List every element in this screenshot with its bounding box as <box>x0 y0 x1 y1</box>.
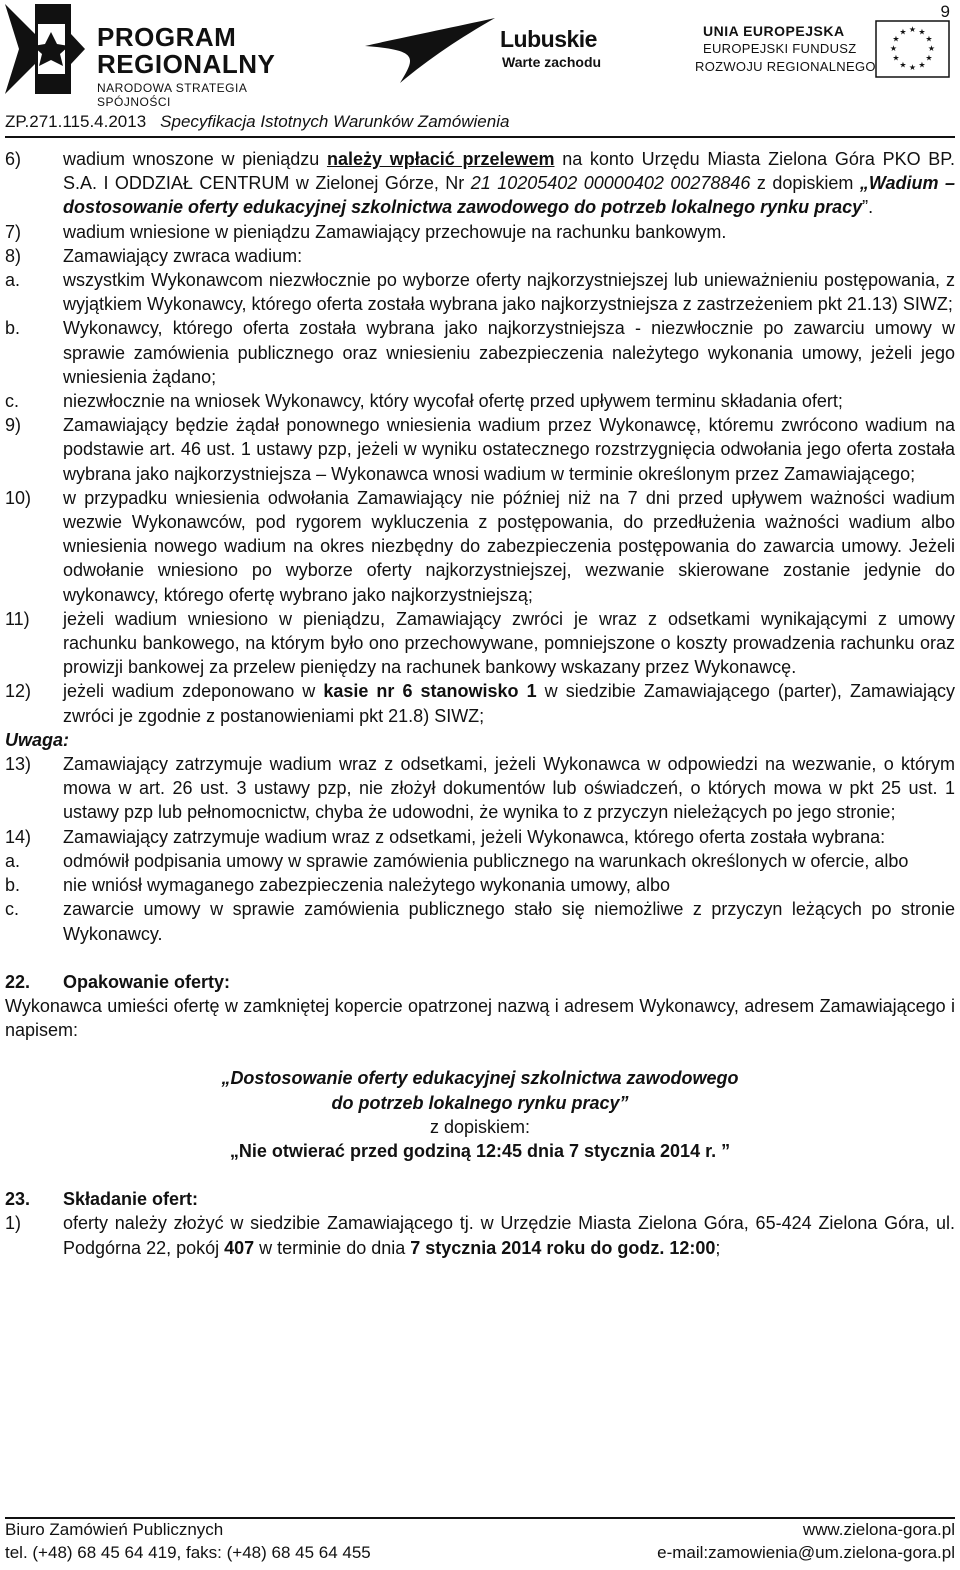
item-11: 11) jeżeli wadium wniesiono w pieniądzu, Zamawiający zwróci je wraz z odsetkami wynikającymi z umowy rachunku bankowego, na którym było ono przechowywane, pomniejszone o koszty prowadzenia rachunku oraz prowizji bankowej za przelew pieniędzy na rachunek bankowy wskazany przez Wykonawcę. <box>5 608 955 678</box>
item-8b: b. Wykonawcy, którego oferta została wybrana jako najkorzystniejsza - niezwłocznie po zawarciu umowy w sprawie zamówienia publicznego oraz wniesieniu zabezpieczenia należytego wykonania umowy, jeżeli jego wniesienia żądano; <box>5 318 955 387</box>
svg-text:★: ★ <box>908 63 917 72</box>
item-9: 9) Zamawiający będzie żądał ponownego wniesienia wadium przez Wykonawcę, któremu zwrócono wadium na podstawie art. 46 ust. 1 ustawy pzp, jeżeli w wyniku ostatecznego rozstrzygnięcia odwołania jego oferta została wybrana jako najkorzystniejsza – Wykonawca wnosi wadium w terminie określonym przez Zamawiającego; <box>5 415 955 484</box>
item-14: 14) Zamawiający zatrzymuje wadium wraz z odsetkami, jeżeli Wykonawca, którego oferta została wybrana: <box>5 826 886 847</box>
header-rule <box>5 136 955 138</box>
lubuskie-logo <box>360 8 610 88</box>
page-number: 9 <box>940 2 950 21</box>
svg-text:★: ★ <box>908 25 917 34</box>
section-22-heading: 22. Opakowanie oferty: <box>5 971 231 992</box>
svg-text:★: ★ <box>899 60 907 70</box>
document-reference <box>5 112 509 132</box>
svg-text:★: ★ <box>899 27 907 37</box>
item-8: 8) Zamawiający zwraca wadium: <box>5 245 303 266</box>
svg-text:★: ★ <box>918 27 926 37</box>
envelope-label-line4: „Nie otwierać przed godziną 12:45 dnia 7 stycznia 2014 r. ” <box>229 1140 731 1161</box>
svg-text:★: ★ <box>925 53 933 63</box>
footer-office: Biuro Zamówień Publicznych <box>5 1520 224 1539</box>
footer-website[interactable]: www.zielona-gora.pl <box>802 1520 955 1539</box>
lubuskie-name: Lubuskie <box>500 26 597 52</box>
section-23-heading: 23. Składanie ofert: <box>5 1189 199 1210</box>
program-title-line2: REGIONALNY <box>97 49 276 79</box>
eu-line2: EUROPEJSKI FUNDUSZ <box>703 41 857 56</box>
item-8c: c. niezwłocznie na wniosek Wykonawcy, który wycofał ofertę przed upływem terminu składania ofert; <box>5 391 843 412</box>
item-13: 13) Zamawiający zatrzymuje wadium wraz z odsetkami, jeżeli Wykonawca w odpowiedzi na wezwanie, o którym mowa w art. 26 ust. 3 ustawy pzp, nie złożył dokumentów lub oświadczeń, o których mowa w pkt 25 ust. 1 ustawy pzp lub pełnomocnictw, chyba że udowodni, że wynika to z przyczyn nieleżących po jego stronie; <box>5 754 955 823</box>
reference-number: ZP.271.115.4.2013 <box>5 112 147 131</box>
document-body <box>5 147 955 1260</box>
item-14b: b. nie wniósł wymaganego zabezpieczenia należytego wykonania umowy, albo <box>5 875 671 896</box>
eu-logo <box>695 20 960 80</box>
lubuskie-tagline: Warte zachodu <box>502 54 602 70</box>
eu-flag-icon <box>875 20 950 78</box>
program-title-line1: PROGRAM <box>97 22 237 52</box>
footer <box>5 1518 955 1564</box>
program-subtitle: NARODOWA STRATEGIA SPÓJNOŚCI <box>97 81 247 109</box>
note-label: Uwaga: <box>5 729 70 750</box>
eu-line1: UNIA EUROPEJSKA <box>703 23 845 39</box>
envelope-label-line2: do potrzeb lokalnego rynku pracy” <box>331 1092 629 1113</box>
header-logos <box>0 0 960 109</box>
star-logo-icon <box>5 4 85 94</box>
item-6: 6) wadium wnoszone w pieniądzu należy wpłacić przelewem na konto Urzędu Miasta Zielona Góra PKO BP. S.A. I ODDZIAŁ CENTRUM w Zielonej Górze, Nr 21 10205402 00000402 00278846 z dopiskiem „Wadium – dostosowanie oferty edukacyjnej szkolnictwa zawodowego do potrzeb lokalnego rynku pracy”. <box>5 149 955 218</box>
footer-email[interactable]: e-mail:zamowienia@um.zielona-gora.pl <box>657 1543 955 1562</box>
program-regionalny-logo <box>5 4 310 109</box>
item-10: 10) w przypadku wniesienia odwołania Zamawiający nie później niż na 7 dni przed upływem ważności wadium wezwie Wykonawców, pod rygorem wykluczenia z postępowania, do przedłużenia ważności wadium albo wniesienia nowego wadium na okres niezbędny do zabezpieczenia postępowania do zawarcia umowy. Jeżeli odwołanie wniesiono po wyborze oferty najkorzystniejszej, wezwanie skierowane zostanie jedynie do wykonawcy, którego ofertę wybrano jako najkorzystniejszą; <box>5 487 955 605</box>
envelope-label-line3: z dopiskiem: <box>429 1116 531 1137</box>
svg-text:★: ★ <box>892 34 900 44</box>
svg-text:★: ★ <box>927 44 936 53</box>
item-14c: c. zawarcie umowy w sprawie zamówienia publicznego stało się niemożliwe z przyczyn leżących po stronie Wykonawcy. <box>5 899 955 944</box>
item-23-1: 1) oferty należy złożyć w siedzibie Zamawiającego tj. w Urzędzie Miasta Zielona Góra, 65-424 Zielona Góra, ul. Podgórna 22, pokój 407 w terminie do dnia 7 stycznia 2014 roku do godz. 12:00; <box>5 1213 955 1258</box>
svg-text:★: ★ <box>892 53 900 63</box>
section-22-body: Wykonawca umieści ofertę w zamkniętej kopercie opatrzonej nazwą i adresem Wykonawcy, adresem Zamawiającego i napisem: <box>5 995 955 1041</box>
svg-text:★: ★ <box>918 60 926 70</box>
footer-phone: tel. (+48) 68 45 64 419, faks: (+48) 68 45 64 455 <box>5 1543 371 1562</box>
document-title: Specyfikacja Istotnych Warunków Zamówienia <box>160 112 510 131</box>
item-14a: a. odmówił podpisania umowy w sprawie zamówienia publicznego na warunkach określonych w ofercie, albo <box>5 850 909 871</box>
eu-line3: ROZWOJU REGIONALNEGO <box>695 59 876 74</box>
item-12: 12) jeżeli wadium zdeponowano w kasie nr 6 stanowisko 1 w siedzibie Zamawiającego (parter), Zamawiający zwróci je zgodnie z postanowieniami pkt 21.8) SIWZ; <box>5 681 955 726</box>
svg-text:★: ★ <box>889 44 898 53</box>
envelope-label-line1: „Dostosowanie oferty edukacyjnej szkolnictwa zawodowego <box>221 1068 739 1089</box>
svg-text:★: ★ <box>925 34 933 44</box>
item-8a: a. wszystkim Wykonawcom niezwłocznie po wyborze oferty najkorzystniejszej lub unieważnieniu postępowania, z wyjątkiem Wykonawcy, którego oferta została wybrana jako najkorzystniejsza z zastrzeżeniem pkt 21.13) SIWZ; <box>5 270 955 315</box>
swoosh-logo-icon <box>360 8 500 88</box>
item-7: 7) wadium wniesione w pieniądzu Zamawiający przechowuje na rachunku bankowym. <box>5 221 727 242</box>
